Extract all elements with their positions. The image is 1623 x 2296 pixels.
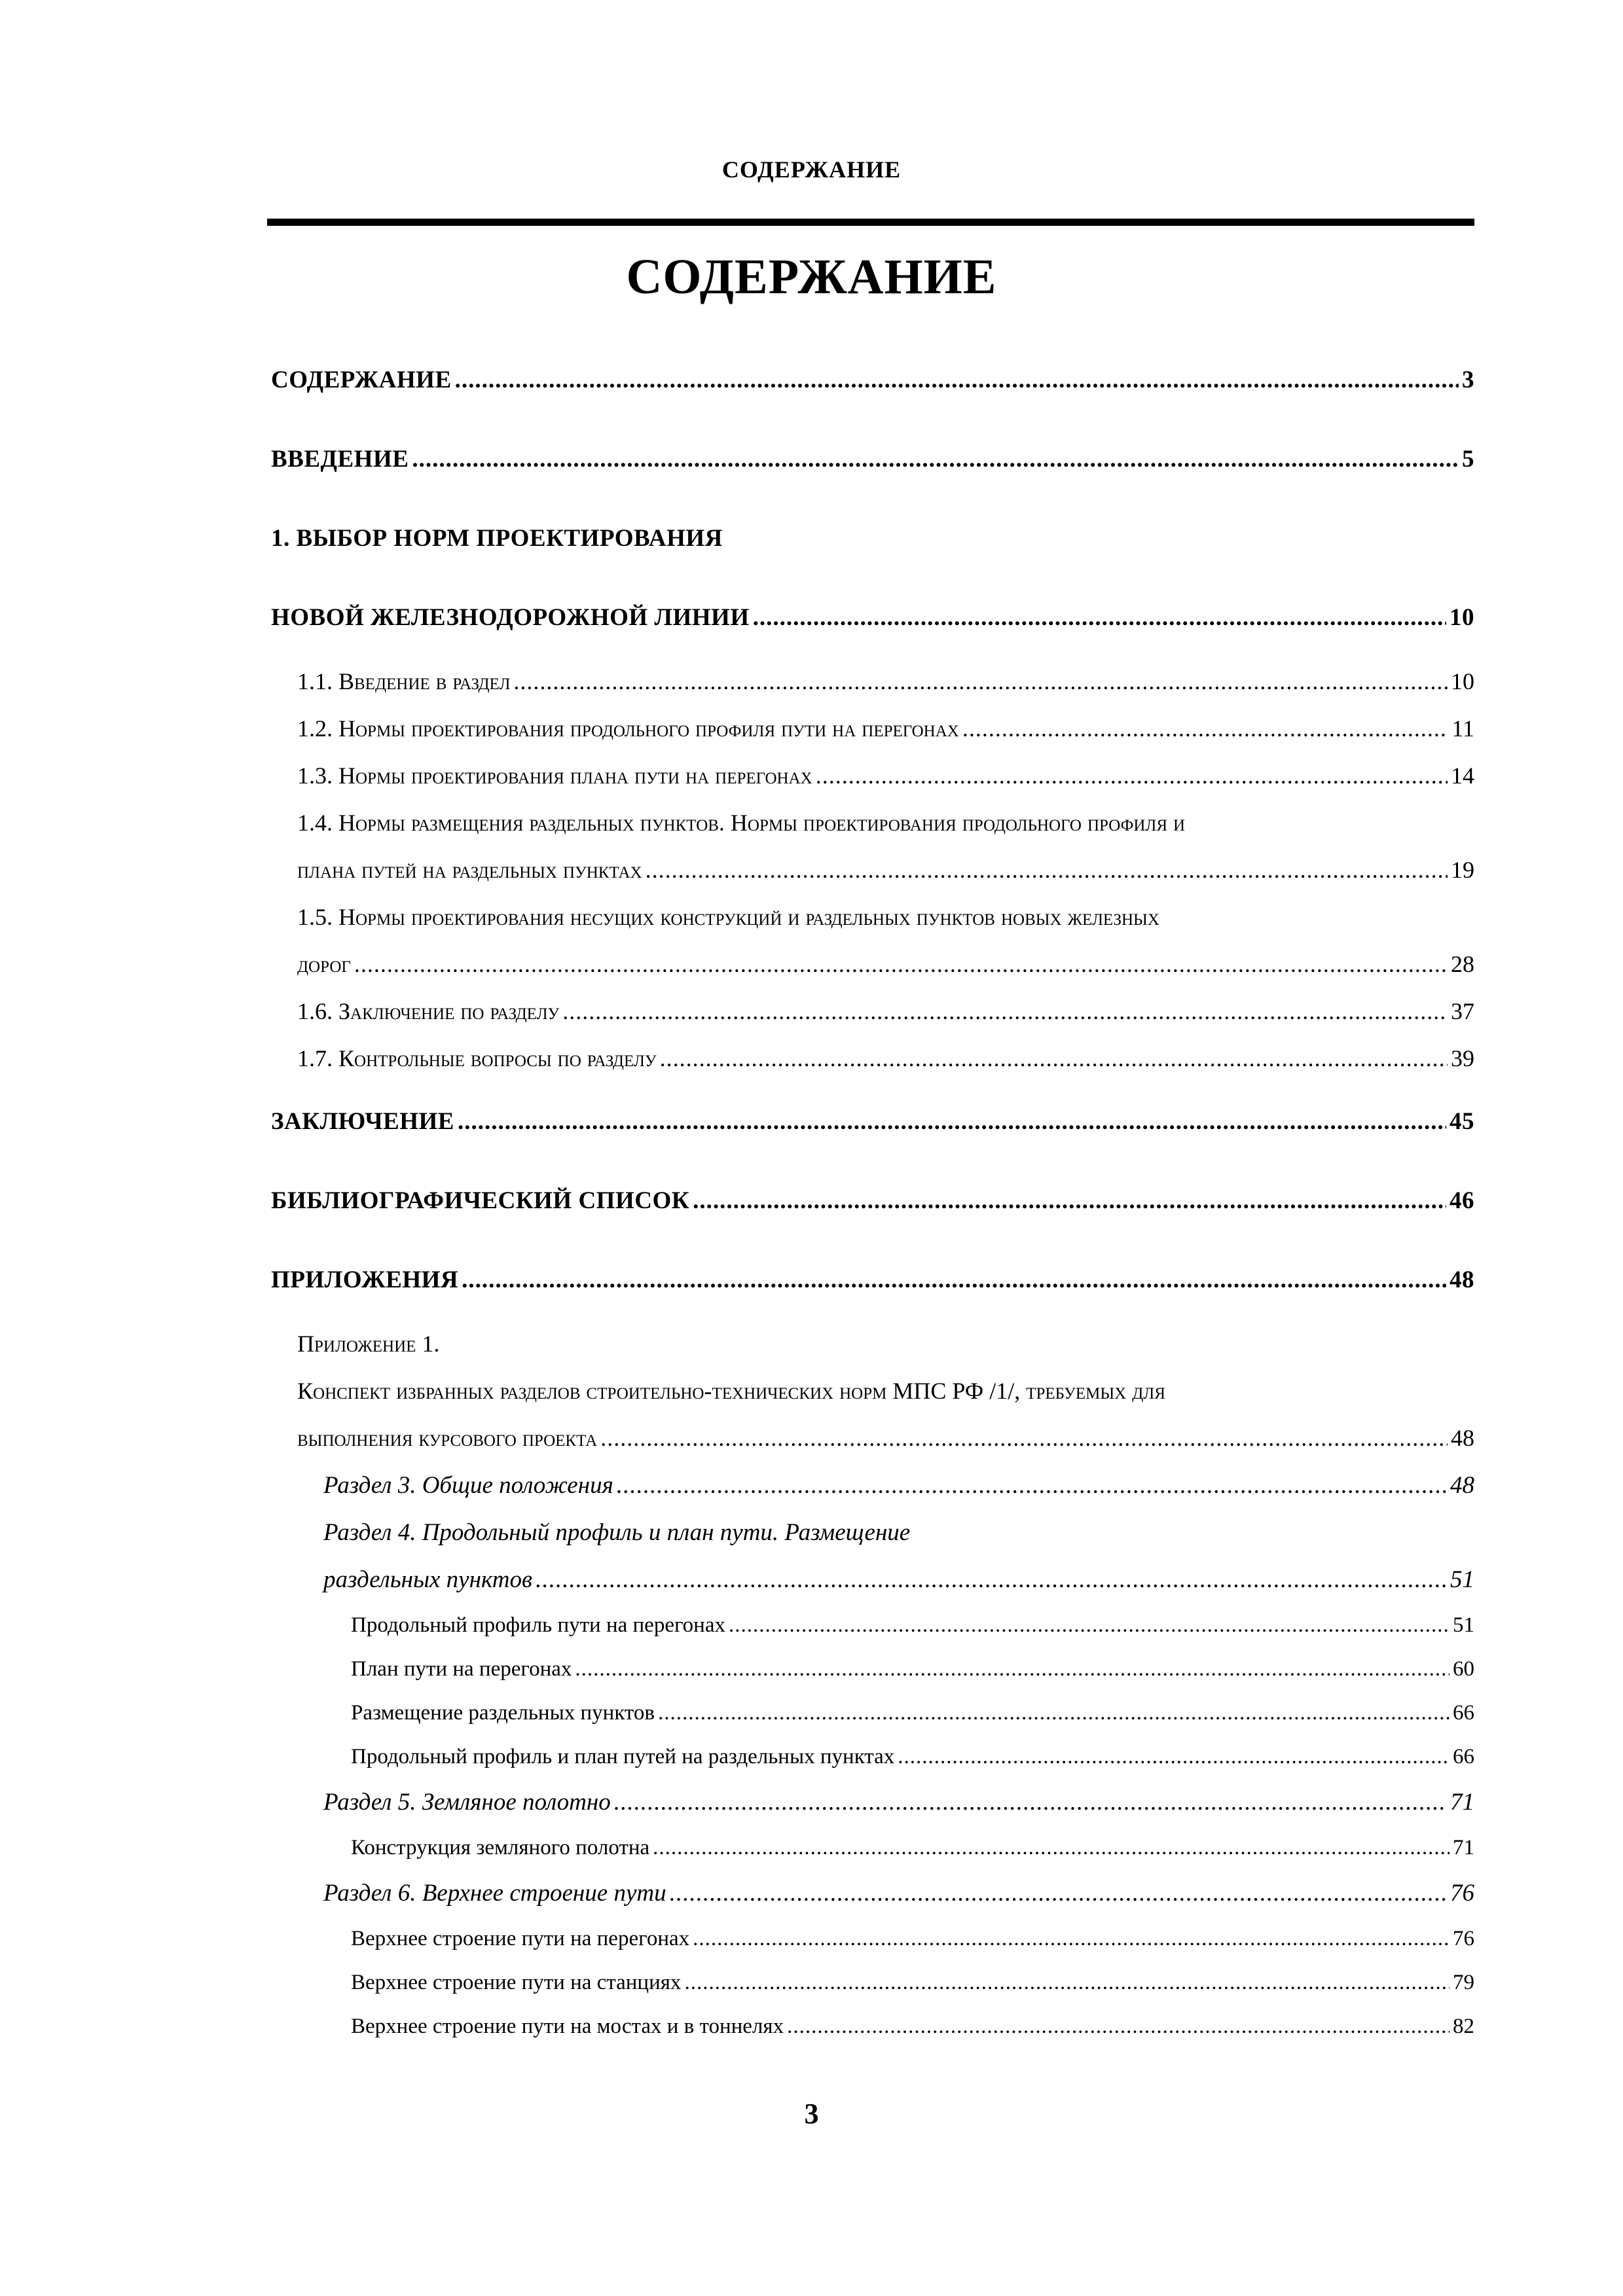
toc-entry-track-stations[interactable] [351, 1971, 1474, 1996]
toc-page-number: 60 [1453, 1657, 1474, 1681]
toc-entry-title: ВВЕДЕНИЕ [271, 446, 409, 473]
dot-leader [962, 715, 1449, 742]
toc-entry-title: 1. ВЫБОР НОРМ ПРОЕКТИРОВАНИЯ [271, 525, 723, 552]
toc-entry-title: 1.5. Нормы проектирования несущих конструкций и раздельных пунктов новых железных [297, 904, 1159, 930]
toc-page-number: 46 [1450, 1187, 1474, 1214]
toc-entry-title: 1.3. Нормы проектирования плана пути на перегонах [297, 762, 812, 789]
toc-entry-section-4[interactable] [323, 1519, 1474, 1547]
toc-entry-chapter-1-cont[interactable] [271, 604, 1474, 632]
toc-page-number: 14 [1451, 762, 1474, 789]
toc-entry-title: 1.4. Нормы размещения раздельных пунктов. Нормы проектирования продольного профиля и [297, 810, 1186, 836]
toc-entry-title: Продольный профиль пути на перегонах [351, 1613, 725, 1637]
toc-entry-profile-hauls[interactable] [351, 1613, 1474, 1638]
toc-entry-section-5[interactable] [323, 1789, 1474, 1817]
toc-entry-section-3[interactable] [323, 1472, 1474, 1500]
toc-entry-title: ПРИЛОЖЕНИЯ [271, 1266, 459, 1293]
toc-entry-placement[interactable] [351, 1701, 1474, 1726]
toc-entry-title: Размещение раздельных пунктов [351, 1701, 655, 1725]
toc-entry-bibliography[interactable] [271, 1187, 1474, 1215]
toc-page-number: 48 [1450, 1472, 1474, 1499]
toc-entry-title: План пути на перегонах [351, 1657, 572, 1681]
toc-entry-plan-hauls[interactable] [351, 1657, 1474, 1682]
dot-leader [646, 857, 1448, 884]
toc-entry-title: Верхнее строение пути на перегонах [351, 1927, 690, 1950]
toc-entry-1-1[interactable] [297, 668, 1474, 695]
toc-page-number: 37 [1451, 998, 1474, 1024]
toc-entry-1-2[interactable] [297, 715, 1474, 742]
toc-page-number: 28 [1451, 951, 1474, 977]
dot-leader [693, 1927, 1450, 1952]
toc-entry-1-3[interactable] [297, 762, 1474, 789]
dot-leader [617, 1472, 1447, 1500]
toc-entry-title: БИБЛИОГРАФИЧЕСКИЙ СПИСОК [271, 1187, 690, 1214]
dot-leader [693, 1187, 1446, 1215]
dot-leader [455, 367, 1459, 395]
toc-entry-title: раздельных пунктов [323, 1566, 533, 1593]
toc-entry-appendix-1[interactable] [297, 1331, 1474, 1357]
page-title: СОДЕРЖАНИЕ [626, 249, 997, 304]
toc-entry-1-6[interactable] [297, 998, 1474, 1025]
running-header: СОДЕРЖАНИЕ [721, 156, 902, 183]
toc-entry-appendix-1-summary[interactable] [297, 1378, 1474, 1405]
dot-leader [575, 1657, 1450, 1682]
toc-page-number: 66 [1453, 1745, 1474, 1768]
toc-page-number: 71 [1453, 1836, 1474, 1859]
toc-page-number: 10 [1451, 668, 1474, 694]
toc-page-number: 11 [1451, 715, 1474, 742]
dot-leader [787, 2015, 1450, 2039]
dot-leader [536, 1566, 1447, 1594]
toc-entry-1-4[interactable] [297, 810, 1474, 836]
toc-entry-title: ЗАКЛЮЧЕНИЕ [271, 1108, 454, 1135]
toc-entry-title: Раздел 5. Земляное полотно [323, 1789, 611, 1816]
toc-entry-zaklyuchenie[interactable] [271, 1108, 1474, 1136]
toc-entry-title: НОВОЙ ЖЕЛЕЗНОДОРОЖНОЙ ЛИНИИ [271, 604, 750, 631]
toc-entry-title: 1.6. Заключение по разделу [297, 998, 560, 1024]
toc-entry-title: выполнения курсового проекта [297, 1425, 598, 1451]
toc-entry-soderzhanie[interactable] [271, 367, 1474, 395]
toc-entry-title: Верхнее строение пути на станциях [351, 1971, 682, 1994]
toc-page-number: 10 [1450, 604, 1474, 631]
page-number: 3 [804, 2098, 819, 2130]
toc-page-number: 45 [1450, 1108, 1474, 1135]
toc-entry-title: Приложение 1. [297, 1331, 440, 1357]
toc-page-number: 66 [1453, 1701, 1474, 1725]
dot-leader [458, 1108, 1446, 1136]
toc-entry-chapter-1[interactable] [271, 525, 1474, 553]
toc-page-number: 39 [1451, 1045, 1474, 1071]
toc-entry-title: 1.1. Введение в раздел [297, 668, 511, 694]
toc-page-number: 76 [1450, 1880, 1474, 1907]
toc-page-number: 51 [1453, 1613, 1474, 1637]
toc-entry-section-4-cont[interactable] [323, 1566, 1474, 1594]
toc-entry-title: Конспект избранных разделов строительно-технических норм МПС РФ /1/, требуемых для [297, 1378, 1165, 1404]
toc-entry-title: Раздел 3. Общие положения [323, 1472, 613, 1499]
dot-leader [729, 1613, 1450, 1638]
toc-entry-1-7[interactable] [297, 1045, 1474, 1072]
dot-leader [600, 1425, 1448, 1452]
toc-entry-title: Продольный профиль и план путей на раздельных пунктах [351, 1745, 895, 1768]
toc-page-number: 5 [1462, 446, 1474, 473]
toc-entry-1-5[interactable] [297, 904, 1474, 931]
toc-entry-title: Верхнее строение пути на мостах и в тоннелях [351, 2015, 784, 2038]
toc-entry-1-5-cont[interactable] [297, 951, 1474, 978]
toc-entry-appendix-1-summary-cont[interactable] [297, 1425, 1474, 1452]
toc-page-number: 76 [1453, 1927, 1474, 1950]
dot-leader [658, 1701, 1450, 1726]
toc-page-number: 3 [1462, 367, 1474, 393]
toc-page-number: 51 [1450, 1566, 1474, 1593]
toc-entry-title: дорог [297, 951, 351, 977]
dot-leader [660, 1045, 1448, 1072]
dot-leader [562, 998, 1448, 1025]
toc-entry-title: Конструкция земляного полотна [351, 1836, 650, 1859]
toc-entry-title: СОДЕРЖАНИЕ [271, 367, 452, 393]
toc-page-number: 79 [1453, 1971, 1474, 1994]
toc-entry-section-6[interactable] [323, 1880, 1474, 1908]
dot-leader [412, 446, 1459, 474]
dot-leader [684, 1971, 1450, 1996]
toc-entry-title: Раздел 6. Верхнее строение пути [323, 1880, 666, 1907]
dot-leader [513, 668, 1448, 695]
dot-leader [753, 604, 1446, 632]
toc-page-number: 48 [1451, 1425, 1474, 1451]
toc-entry-track-hauls[interactable] [351, 1927, 1474, 1952]
dot-leader [354, 951, 1448, 978]
toc-page-number: 19 [1451, 857, 1474, 883]
dot-leader [614, 1789, 1447, 1817]
toc-entry-1-4-cont[interactable] [297, 857, 1474, 884]
toc-entry-appendices[interactable] [271, 1266, 1474, 1295]
dot-leader [462, 1266, 1446, 1295]
dot-leader [898, 1745, 1450, 1770]
dot-leader [816, 762, 1448, 789]
toc-entry-title: плана путей на раздельных пунктах [297, 857, 642, 883]
dot-leader [653, 1836, 1450, 1861]
toc-entry-title: 1.7. Контрольные вопросы по разделу [297, 1045, 657, 1071]
toc-entry-title: 1.2. Нормы проектирования продольного профиля пути на перегонах [297, 715, 959, 742]
toc-page-number: 82 [1453, 2015, 1474, 2038]
toc-entry-subgrade[interactable] [351, 1836, 1474, 1861]
toc-entry-title: Раздел 4. Продольный профиль и план пути. Размещение [323, 1519, 911, 1546]
toc-entry-track-bridges[interactable] [351, 2015, 1474, 2039]
toc-page-number: 71 [1450, 1789, 1474, 1816]
dot-leader [670, 1880, 1447, 1908]
toc-entry-vvedenie[interactable] [271, 446, 1474, 474]
toc-page-number: 48 [1450, 1266, 1474, 1293]
toc-entry-profile-plan-points[interactable] [351, 1745, 1474, 1770]
